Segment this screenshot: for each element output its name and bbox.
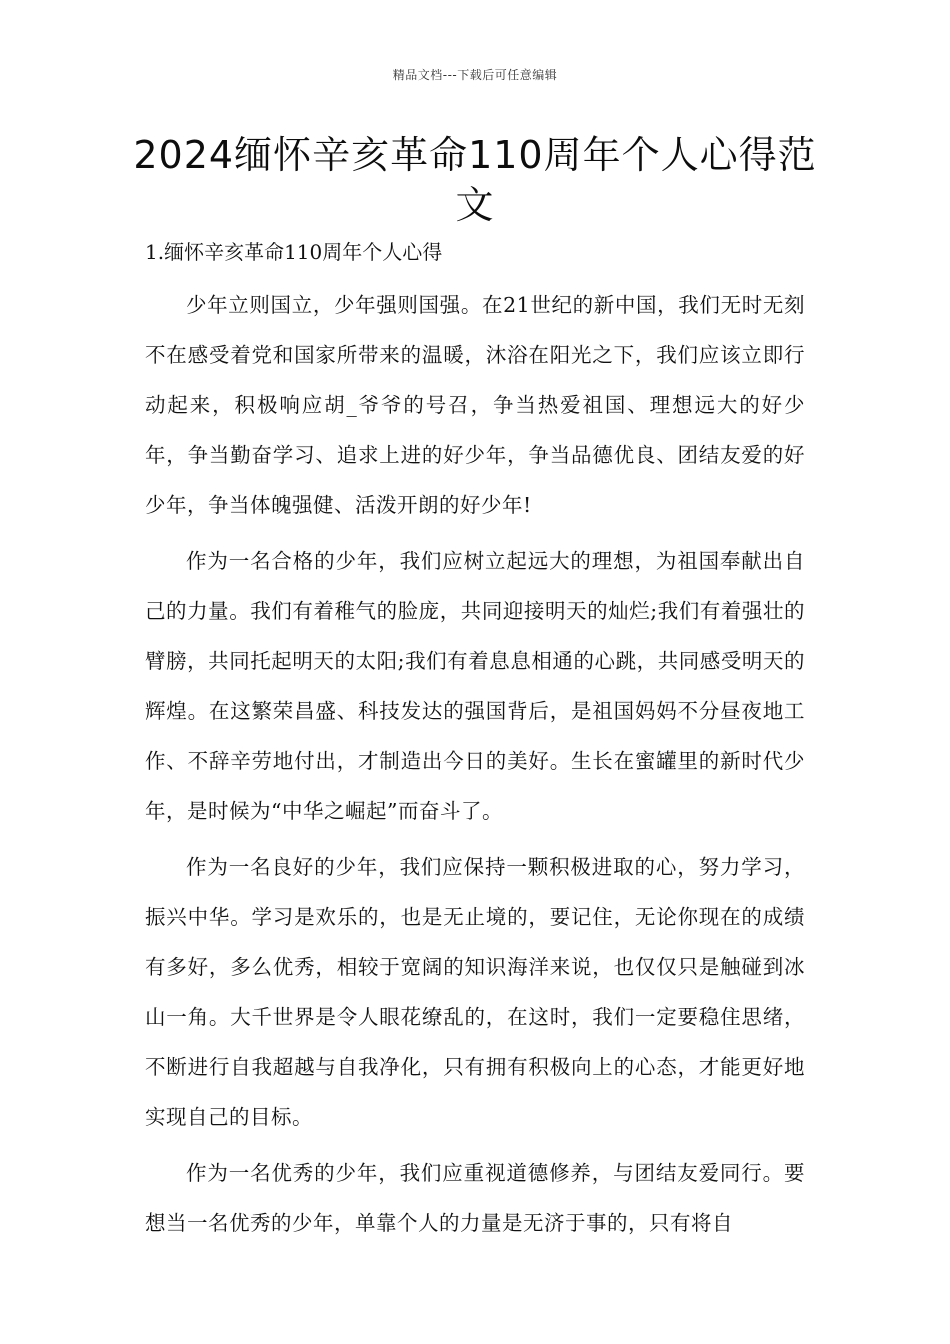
document-body <box>145 280 805 1254</box>
document-title: 2024缅怀辛亥革命110周年个人心得范文 <box>133 133 817 227</box>
paragraph: 少年立则国立，少年强则国强。在21世纪的新中国，我们无时无刻不在感受着党和国家所带来的温暖，沐浴在阳光之下，我们应该立即行动起来，积极响应胡_爷爷的号召，争当热爱祖国、理想远大的好少年，争当勤奋学习、追求上进的好少年，争当品德优良、团结友爱的好少年，争当体魄强健、活泼开朗的好少年! <box>145 293 805 517</box>
header-note: 精品文档---下载后可任意编辑 <box>392 68 558 82</box>
section-heading: 1.缅怀辛亥革命110周年个人心得 <box>145 240 443 264</box>
paragraph: 作为一名良好的少年，我们应保持一颗积极进取的心，努力学习，振兴中华。学习是欢乐的，也是无止境的，要记住，无论你现在的成绩有多好，多么优秀，相较于宽阔的知识海洋来说，也仅仅只是触碰到冰山一角。大千世界是令人眼花缭乱的，在这时，我们一定要稳住思绪，不断进行自我超越与自我净化，只有拥有积极向上的心态，才能更好地实现自己的目标。 <box>145 855 805 1129</box>
paragraph: 作为一名合格的少年，我们应树立起远大的理想，为祖国奉献出自己的力量。我们有着稚气的脸庞，共同迎接明天的灿烂;我们有着强壮的臂膀，共同托起明天的太阳;我们有着息息相通的心跳，共同感受明天的辉煌。在这繁荣昌盛、科技发达的强国背后，是祖国妈妈不分昼夜地工作、不辞辛劳地付出，才制造出今日的美好。生长在蜜罐里的新时代少年，是时候为“中华之崛起”而奋斗了。 <box>145 549 805 823</box>
paragraph: 作为一名优秀的少年，我们应重视道德修养，与团结友爱同行。要想当一名优秀的少年，单靠个人的力量是无济于事的，只有将自 <box>145 1161 805 1235</box>
